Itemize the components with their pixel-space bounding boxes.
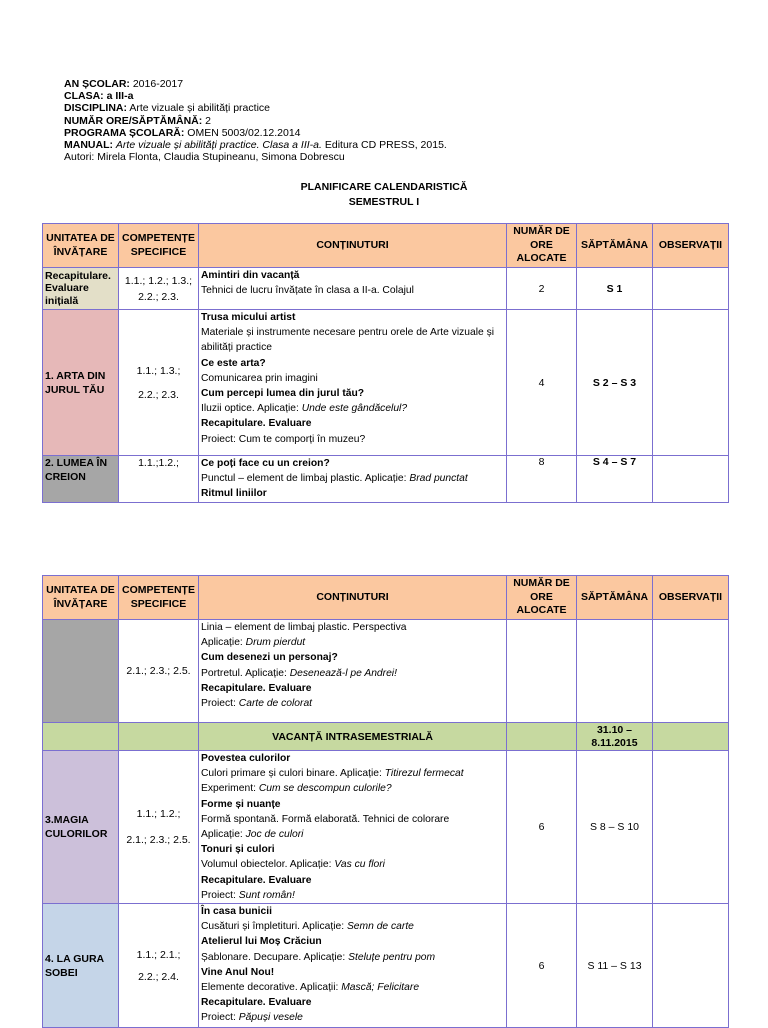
week-cell: S 8 – S 10 xyxy=(577,751,653,904)
observations-cell xyxy=(653,751,729,904)
col-header-contents: CONȚINUTURI xyxy=(199,224,507,268)
table-row xyxy=(43,751,729,904)
col-header-unit: UNITATEA DE ÎNVĂȚARE xyxy=(43,224,119,268)
observations-cell xyxy=(653,268,729,310)
contents-cell: În casa bunicii Cusături și împletituri. Aplicație: Semn de carte Atelierul lui Moș Crăciun Șablonare. Decupare. Aplicație: Steluțe pentru pom Vine Anul Nou! Elemente decorative. Aplicații: Mască; Felicitare Recapitulare. Evaluare Proiect: Păpuși vesele xyxy=(199,904,507,1028)
week-cell xyxy=(577,620,653,723)
manual-line: MANUAL: Arte vizuale și abilități practice. Clasa a III-a. Editura CD PRESS, 2015. xyxy=(64,139,447,152)
week-cell: S 2 – S 3 xyxy=(577,310,653,456)
contents-cell: Linia – element de limbaj plastic. Perspectiva Aplicație: Drum pierdut Cum desenezi un personaj? Portretul. Aplicație: Desenează-l pe Andrei! Recapitulare. Evaluare Proiect: Carte de colorat xyxy=(199,620,507,723)
unit-cell: Recapitulare. Evaluare inițială xyxy=(43,268,119,310)
unit-cell xyxy=(43,620,119,723)
discipline-line: DISCIPLINA: Arte vizuale și abilități practice xyxy=(64,102,270,115)
vacation-row xyxy=(43,723,729,751)
document-header xyxy=(64,78,447,163)
observations-cell xyxy=(653,456,729,503)
school-year-line: AN ȘCOLAR: 2016-2017 xyxy=(64,78,184,90)
observations-cell xyxy=(653,310,729,456)
hours-cell xyxy=(507,620,577,723)
hours-cell: 6 xyxy=(507,751,577,904)
contents-cell: Trusa micului artist Materiale și instrumente necesare pentru orele de Arte vizuale și abilități practice Ce este arta? Comunicarea prin imagini Cum percepi lumea din jurul tău? Iluzii optice. Aplicație: Unde este gândăcelul? Recapitulare. Evaluare Proiect: Cum te comporți în muzeu? xyxy=(199,310,507,456)
col-header-contents: CONȚINUTURI xyxy=(199,576,507,620)
competences-cell: 1.1.; 1.3.; 2.2.; 2.3. xyxy=(119,310,199,456)
contents-cell: Ce poți face cu un creion? Punctul – element de limbaj plastic. Aplicație: Brad punctat Ritmul liniilor xyxy=(199,456,507,503)
table-row xyxy=(43,310,729,456)
table-header-row xyxy=(43,224,729,268)
table-header-row xyxy=(43,576,729,620)
col-header-week: SĂPTĂMÂNA xyxy=(577,576,653,620)
planning-table-1 xyxy=(42,223,729,503)
competences-cell: 1.1.; 1.2.; 2.1.; 2.3.; 2.5. xyxy=(119,751,199,904)
authors-line: Autori: Mirela Flonta, Claudia Stupineanu, Simona Dobrescu xyxy=(64,151,345,164)
week-cell: S 1 xyxy=(577,268,653,310)
vacation-label: VACANȚĂ INTRASEMESTRIALĂ xyxy=(199,723,507,751)
unit-cell: 2. LUMEA ÎN CREION xyxy=(43,456,119,503)
col-header-week: SĂPTĂMÂNA xyxy=(577,224,653,268)
table-row xyxy=(43,268,729,310)
table-row xyxy=(43,456,729,503)
document-title: PLANIFICARE CALENDARISTICĂ xyxy=(300,181,468,193)
contents-cell: Povestea culorilor Culori primare și culori binare. Aplicație: Titirezul fermecat Experiment: Cum se descompun culorile? Forme și nuanțe Formă spontană. Formă elaborată. Tehnici de colorare Aplicație: Joc de culori Tonuri și culori Volumul obiectelor. Aplicație: Vas cu flori Recapitulare. Evaluare Proiect: Sunt român! xyxy=(199,751,507,904)
planning-table-2 xyxy=(42,575,729,1028)
competences-cell: 1.1.;1.2.; xyxy=(119,456,199,503)
contents-cell: Amintiri din vacanță Tehnici de lucru învățate în clasa a II-a. Colajul xyxy=(199,268,507,310)
competences-cell: 2.1.; 2.3.; 2.5. xyxy=(119,620,199,723)
competences-cell: 1.1.; 1.2.; 1.3.; 2.2.; 2.3. xyxy=(119,268,199,310)
week-cell: S 11 – S 13 xyxy=(577,904,653,1028)
col-header-unit: UNITATEA DE ÎNVĂȚARE xyxy=(43,576,119,620)
program-line: PROGRAMA ȘCOLARĂ: OMEN 5003/02.12.2014 xyxy=(64,126,301,139)
week-cell: S 4 – S 7 xyxy=(577,456,653,503)
unit-cell: 4. LA GURA SOBEI xyxy=(43,904,119,1028)
observations-cell xyxy=(653,904,729,1028)
class-line: CLASA: a III-a xyxy=(64,90,134,103)
hours-cell: 8 xyxy=(507,456,577,503)
table-row xyxy=(43,620,729,723)
observations-cell xyxy=(653,620,729,723)
hours-cell: 4 xyxy=(507,310,577,456)
col-header-observations: OBSERVAȚII xyxy=(653,576,729,620)
unit-cell: 3.MAGIA CULORILOR xyxy=(43,751,119,904)
hours-line: NUMĂR ORE/SĂPTĂMÂNĂ: 2 xyxy=(64,114,212,127)
table-row xyxy=(43,904,729,1028)
col-header-hours: NUMĂR DE ORE ALOCATE xyxy=(507,576,577,620)
competences-cell: 1.1.; 2.1.; 2.2.; 2.4. xyxy=(119,904,199,1028)
col-header-observations: OBSERVAȚII xyxy=(653,224,729,268)
col-header-competences: COMPETENȚE SPECIFICE xyxy=(119,576,199,620)
hours-cell: 6 xyxy=(507,904,577,1028)
semester-title: SEMESTRUL I xyxy=(348,196,420,208)
unit-cell: 1. ARTA DIN JURUL TĂU xyxy=(43,310,119,456)
hours-cell: 2 xyxy=(507,268,577,310)
col-header-hours: NUMĂR DE ORE ALOCATE xyxy=(507,224,577,268)
col-header-competences: COMPETENȚE SPECIFICE xyxy=(119,224,199,268)
vacation-dates: 31.10 – 8.11.2015 xyxy=(577,723,653,751)
